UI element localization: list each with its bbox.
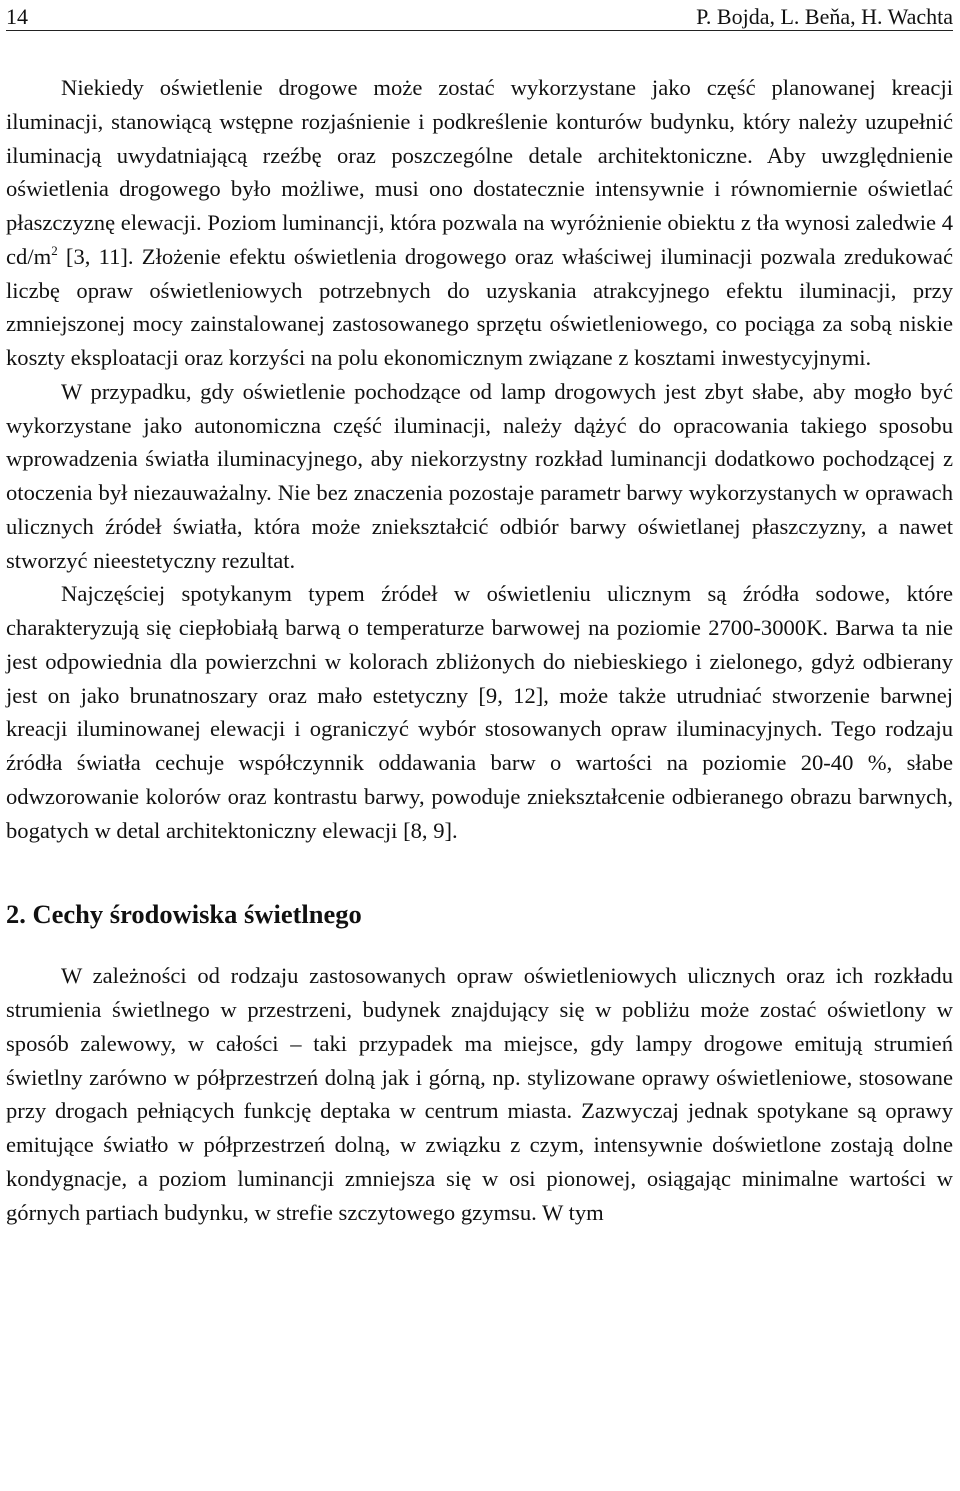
paragraph-1-text: Niekiedy oświetlenie drogowe może zostać wykorzystane jako część planowanej kreacji iluminacji, stanowiącą wstępne rozjaśnienie i podkreślenie konturów budynku, który należy uzupełnić iluminacją uwydatniającą rzeźbę oraz poszczególne detale architektoniczne. Aby uwzględnienie oświetlenia drogowego było możliwe, musi ono dostatecznie intensywnie i równomiernie oświetlać płaszczyznę elewacji. Poziom luminancji, która pozwala na wyróżnienie obiektu z tła wynosi zaledwie 4 cd/m [6,75,953,269]
paragraph-2: W przypadku, gdy oświetlenie pochodzące od lamp drogowych jest zbyt słabe, aby mogło być wykorzystane jako autonomiczna część iluminacji, należy dążyć do opracowania takiego sposobu wprowadzenia światła iluminacyjnego, aby niekorzystny rozkład luminancji dodatkowo pochodzącej z otoczenia był niezauważalny. Nie bez znaczenia pozostaje parametr barwy wykorzystanych w oprawach ulicznych źródeł światła, która może zniekształcić odbiór barwy oświetlanej płaszczyzny, a nawet stworzyć nieestetyczny rezultat. [6,378,953,573]
body-text [6,71,953,1229]
section-body [6,959,953,1229]
section-paragraph: W zależności od rodzaju zastosowanych opraw oświetleniowych ulicznych oraz ich rozkładu strumienia świetlnego w przestrzeni, budynek znajdujący się w pobliżu może zostać oświetlony w sposób zalewowy, w całości – taki przypadek ma miejsce, gdy lampy drogowe emitują strumień świetlny zarówno w półprzestrzeń dolną jak i górną, np. stylizowane oprawy oświetleniowe, stosowane przy drogach pełniących funkcję deptaka w centrum miasta. Zazwyczaj jednak spotykane są oprawy emitujące światło w półprzestrzeń dolną, w związku z czym, intensywnie doświetlone zostają dolne kondygnacje, a poziom luminancji zmniejsza się w osi pionowej, osiągając minimalne wartości w górnych partiach budynku, w strefie szczytowego gzymsu. W tym [6,963,953,1225]
running-header-authors: P. Bojda, L. Beňa, H. Wachta [696,4,953,29]
running-header [6,0,953,31]
paragraph-1 [6,71,953,375]
section-heading: 2. Cechy środowiska świetlnego [6,899,362,930]
paragraph-1-text-continued: [3, 11]. Złożenie efektu oświetlenia drogowego oraz właściwej iluminacji pozwala zredukować liczbę opraw oświetleniowych potrzebnych do uzyskania atrakcyjnego efektu iluminacji, przy zmniejszonej mocy zainstalowanej zastosowanego sprzętu oświetleniowego, co pociąga za sobą niskie koszty eksploatacji oraz korzyści na polu ekonomicznym związane z kosztami inwestycyjnymi. [6,243,953,370]
paragraph-3: Najczęściej spotykanym typem źródeł w oświetleniu ulicznym są źródła sodowe, które charakteryzują się ciepłobiałą barwą o temperaturze barwowej na poziomie 2700-3000K. Barwa ta nie jest odpowiednia dla powierzchni w kolorach zbliżonych do niebieskiego i zielonego, gdyż odbierany jest on jako brunatnoszary oraz mało estetyczny [9, 12], może także utrudniać stworzenie barwnej kreacji iluminowanej elewacji i ograniczyć wybór stosowanych opraw iluminacyjnych. Tego rodzaju źródła światła cechuje współczynnik oddawania barw o wartości na poziomie 20-40 %, słabe odwzorowanie kolorów oraz kontrastu barwy, powoduje zniekształcenie odbieranego obrazu barwnych, bogatych w detal architektoniczny elewacji [8, 9]. [6,581,953,843]
page-number: 14 [6,4,28,29]
superscript-exponent: 2 [51,242,58,258]
